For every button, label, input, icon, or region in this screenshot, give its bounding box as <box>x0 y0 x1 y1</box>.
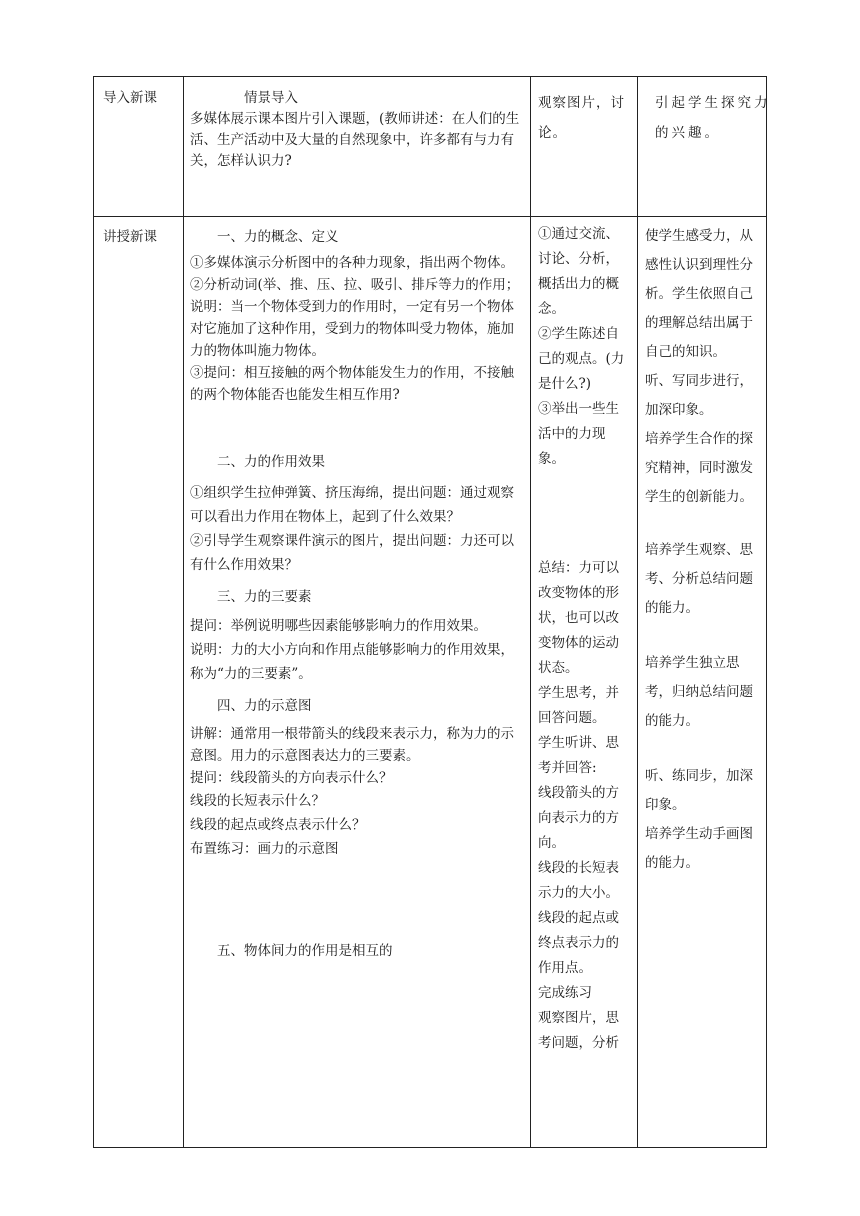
content-line: 布置练习：画力的示意图 <box>190 841 339 857</box>
section-heading: 五、物体间力的作用是相互的 <box>217 943 393 959</box>
row-divider <box>93 216 767 217</box>
content-line: 说明：力的大小方向和作用点能够影响力的作用效果，称为“力的三要素”。 <box>190 642 514 682</box>
content-line: ①组织学生拉伸弹簧、挤压海绵，提出问题：通过观察可以看出力作用在物体上，起到了什么效果？ <box>190 485 514 525</box>
column-divider <box>637 76 638 1148</box>
section-heading: 一、力的概念、定义 <box>217 229 339 245</box>
student-activity-item: ②学生陈述自己的观点。(力是什么?) <box>538 326 625 392</box>
student-activity-item: ③举出一些生活中的力现象。 <box>538 401 619 467</box>
section-heading: 三、力的三要素 <box>217 589 312 605</box>
row-label-teaching: 讲授新课 <box>103 229 157 245</box>
student-activity-item: 线段的起点或终点表示力的作用点。 <box>538 910 619 976</box>
purpose-item: 使学生感受力，从感性认识到理性分析。学生依照自己的理解总结出属于自己的知识。 <box>645 228 753 360</box>
column-divider <box>183 76 184 1148</box>
teaching-purpose <box>645 222 761 878</box>
content-line: 讲解：通常用一根带箭头的线段来表示力，称为力的示意图。用力的示意图表达力的三要素。 <box>190 726 514 764</box>
purpose-item: 培养学生独立思考，归纳总结问题的能力。 <box>645 655 753 729</box>
table-top-border <box>93 76 767 77</box>
table-bottom-border <box>93 1147 767 1148</box>
intro-purpose: 引起学生探究力的兴趣。 <box>655 95 771 141</box>
student-activity-item: 完成练习 <box>538 985 592 1001</box>
purpose-item: 听、练同步，加深印象。 <box>645 768 753 813</box>
lesson-plan-table <box>93 76 771 1148</box>
student-activity-item: ①通过交流、讨论、分析，概括出力的概念。 <box>538 226 619 317</box>
table-left-border <box>93 76 94 1148</box>
intro-student-activity: 观察图片，讨论。 <box>538 95 625 141</box>
student-activity-item: 学生听讲、思考并回答: <box>538 735 619 776</box>
section-heading: 二、力的作用效果 <box>217 454 325 470</box>
student-activity-item: 观察图片，思考问题，分析 <box>538 1010 619 1051</box>
content-line: 线段的起点或终点表示什么？ <box>190 817 366 833</box>
content-line: ③提问：相互接触的两个物体能发生力的作用，不接触的两个物体能否也能发生相互作用? <box>190 365 514 403</box>
column-divider <box>530 76 531 1148</box>
section-heading: 四、力的示意图 <box>217 698 312 714</box>
content-line: ②引导学生观察课件演示的图片，提出问题：力还可以有什么作用效果？ <box>190 533 514 573</box>
student-activity-item: 总结：力可以改变物体的形状，也可以改变物体的运动状态。 <box>538 560 619 676</box>
purpose-item: 培养学生合作的探究精神，同时激发学生的创新能力。 <box>645 431 753 505</box>
intro-heading: 情景导入 <box>217 90 298 106</box>
student-activity-item: 线段的长短表示力的大小。 <box>538 860 619 901</box>
intro-description: 多媒体展示课本图片引入课题，(教师讲述：在人们的生活、生产活动中及大量的自然现象中，许多都有与力有关，怎样认识力? <box>190 111 520 169</box>
student-activity-item: 线段箭头的方向表示力的方向。 <box>538 785 619 851</box>
teaching-student-activity <box>538 222 632 1056</box>
table-right-border <box>766 76 767 1148</box>
purpose-item: 听、写同步进行，加深印象。 <box>645 373 753 418</box>
content-line: 提问：线段箭头的方向表示什么？ <box>190 770 393 786</box>
content-line: ②分析动词(举、推、压、拉、吸引、排斥等力的作用； <box>190 277 520 293</box>
intro-content <box>190 88 527 172</box>
content-line: ①多媒体演示分析图中的各种力现象，指出两个物体。 <box>190 255 514 271</box>
content-line: 说明：当一个物体受到力的作用时，一定有另一个物体对它施加了这种作用，受到力的物体叫受力物体，施加力的物体叫施力物体。 <box>190 299 514 359</box>
purpose-item: 培养学生观察、思考、分析总结问题的能力。 <box>645 542 753 616</box>
teaching-content <box>190 227 526 962</box>
purpose-item: 培养学生动手画图的能力。 <box>645 826 753 871</box>
content-line: 提问：举例说明哪些因素能够影响力的作用效果。 <box>190 618 487 634</box>
content-line: 线段的长短表示什么？ <box>190 793 325 809</box>
row-label-intro: 导入新课 <box>103 90 157 106</box>
student-activity-item: 学生思考，并回答问题。 <box>538 685 619 726</box>
